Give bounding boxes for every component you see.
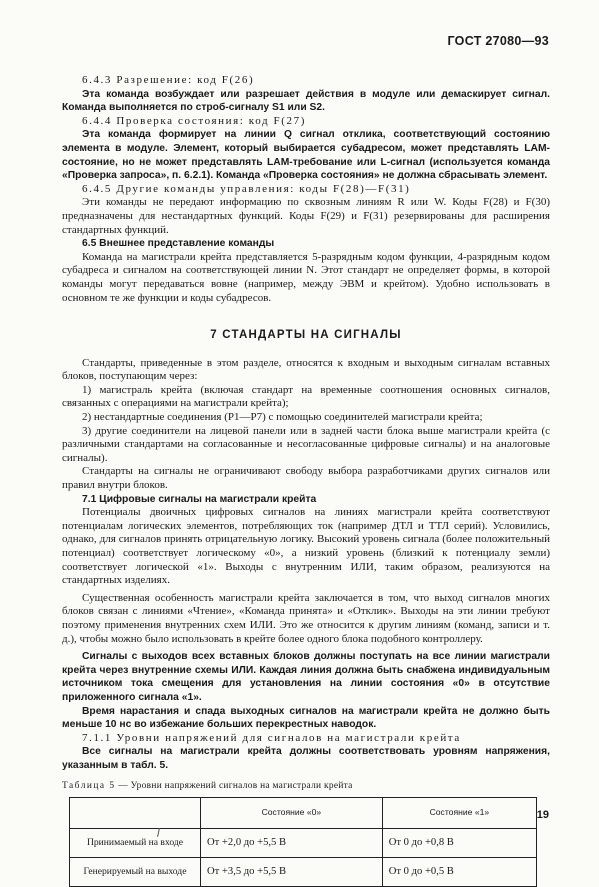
clause-7-1-1-heading: 7.1.1 Уровни напряжений для сигналов на магистрали крейта [82,731,461,744]
table-header-state-0: Состояние «0» [201,798,383,829]
clause-6-4-4-heading: 6.4.4 Проверка состояния: код F(27) [82,114,306,127]
section-7-item-1: 1) магистраль крейта (включая стандарт на временные соотношения основных сигналов, связанных с операциями на магистрали крейта); [62,383,550,410]
clause-7-1-requirement-or: Сигналы с выходов всех вставных блоков должны поступать на все линии магистрали крейта через внутренние схемы ИЛИ. Каждая линия должна быть снабжена индивидуальным источником тока смещения для установления на линии состояния «0» в отсутствие приложенного сигнала «1». [62,651,550,703]
section-7-title: 7 СТАНДАРТЫ НА СИГНАЛЫ [210,329,402,342]
page-content [62,74,550,887]
cell-input-state-1: От 0 до +0,8 В [382,829,536,858]
clause-7-1-text: Потенциалы двоичных цифровых сигналов на линиях магистрали крейта соответствуют потенциалам логических элементов, потребляющих ток (например ДТЛ и ТТЛ серий). Условились, однако, для сигналов принять отрицательную логику. Высокий уровень сигнала (более положительный потенциал) соответствует логическому «0», а низкий уровень (близкий к потенциалу земли) соответствует логической «1». Выходы с внутренним ИЛИ, таким образом, реализуются на стандартных изделиях. [62,506,550,587]
table-row [70,829,537,858]
page-number: 19 [536,809,549,821]
table-5-caption [62,780,550,794]
section-7-free-choice: Стандарты на сигналы не ограничивают свободу выбора разработчиками других сигналов или правил внутри блоков. [62,465,550,492]
row-label-output: Генерируемый на выходе [70,858,201,887]
clause-6-5-text: Команда на магистрали крейта представляется 5-разрядным кодом функции, 4-разрядным кодом субадреса и сигналом на соответствующей линии N. Этот стандарт не определяет формы, в которой команды могут передаваться вовне (например, между ЭВМ и крейтом). Удобно использовать в основном те же функции и коды субадресов. [62,250,550,304]
clause-6-4-5-heading: 6.4.5 Другие команды управления: коды F(28)—F(31) [82,182,411,195]
table-5 [69,797,537,887]
section-7-intro: Стандарты, приведенные в этом разделе, относятся к входным и выходным сигналам вставных блоков, поступающим через: [62,356,550,383]
table-header-state-1: Состояние «1» [382,798,536,829]
clause-6-4-3-heading: 6.4.3 Разрешение: код F(26) [82,74,255,86]
clause-7-1-1-text: Все сигналы на магистрали крейта должны соответствовать уровням напряжения, указанным в табл. 5. [62,746,550,771]
clause-7-1-requirement-rise-time: Время нарастания и спада выходных сигналов на магистрали крейта не должно быть меньше 10 нс во избежание больших перекрестных наводок. [62,705,550,731]
table-5-caption-prefix: Таблица 5 [62,780,116,791]
clause-6-5-heading: 6.5 Внешнее представление команды [82,238,275,250]
clause-6-4-4-text: Эта команда формирует на линии Q сигнал отклика, соответствующий состоянию элемента в модуле. Элемент, который выбирается субадресом, может представлять LAM-состояние, но не может представлять LAM-требование или L-сигнал (используется команда «Проверка запроса», п. 6.2.1). Команда «Проверка состояния» не должна сбрасывать элемент. [62,129,550,182]
clause-7-1-heading: 7.1 Цифровые сигналы на магистрали крейта [82,493,317,505]
clause-6-4-3-text: Эта команда возбуждает или разрешает действия в модуле или демаскирует сигнал. Команда выполняется по строб-сигналу S1 или S2. [62,88,550,114]
cell-output-state-0: От +3,5 до +5,5 В [201,858,383,887]
cell-output-state-1: От 0 до +0,5 В [382,858,536,887]
clause-7-1-feature: Существенная особенность магистрали крейта заключается в том, что выход сигналов многих блоков связан с линиями «Чтение», «Команда принята» и «Отклик». Выходы на эти линии требуют поэтому применения внутренних схем ИЛИ. Это же относится к другим линиям (команд, записи и т. д.), чтобы можно было использовать в крейте более одного блока подобного контроллеру. [62,591,550,645]
table-header-blank [70,798,201,829]
row-label-input: Принимаемый на входе [70,829,201,858]
cell-input-state-0: От +2,0 до +5,5 В [201,829,383,858]
table-row [70,858,537,887]
table-header-row [70,798,537,829]
section-7-item-2: 2) нестандартные соединения (P1—P7) с помощью соединителей магистрали крейта; [82,411,483,424]
page-header: ГОСТ 27080—93 [447,34,549,48]
clause-6-4-5-text: Эти команды не передают информацию по сквозным линиям R или W. Коды F(28) и F(30) предназначены для нестандартных функций. Коды F(29) и F(31) резервированы для расширения стандартных функций. [62,196,550,236]
table-5-caption-title: — Уровни напряжений сигналов на магистрали крейта [115,780,353,791]
section-7-item-3: 3) другие соединители на лицевой панели или в задней части блока выше магистрали крейта (с различными стандартами на согласованные и несогласованные цифровые сигналы) и на аналоговые сигналы). [62,424,550,464]
